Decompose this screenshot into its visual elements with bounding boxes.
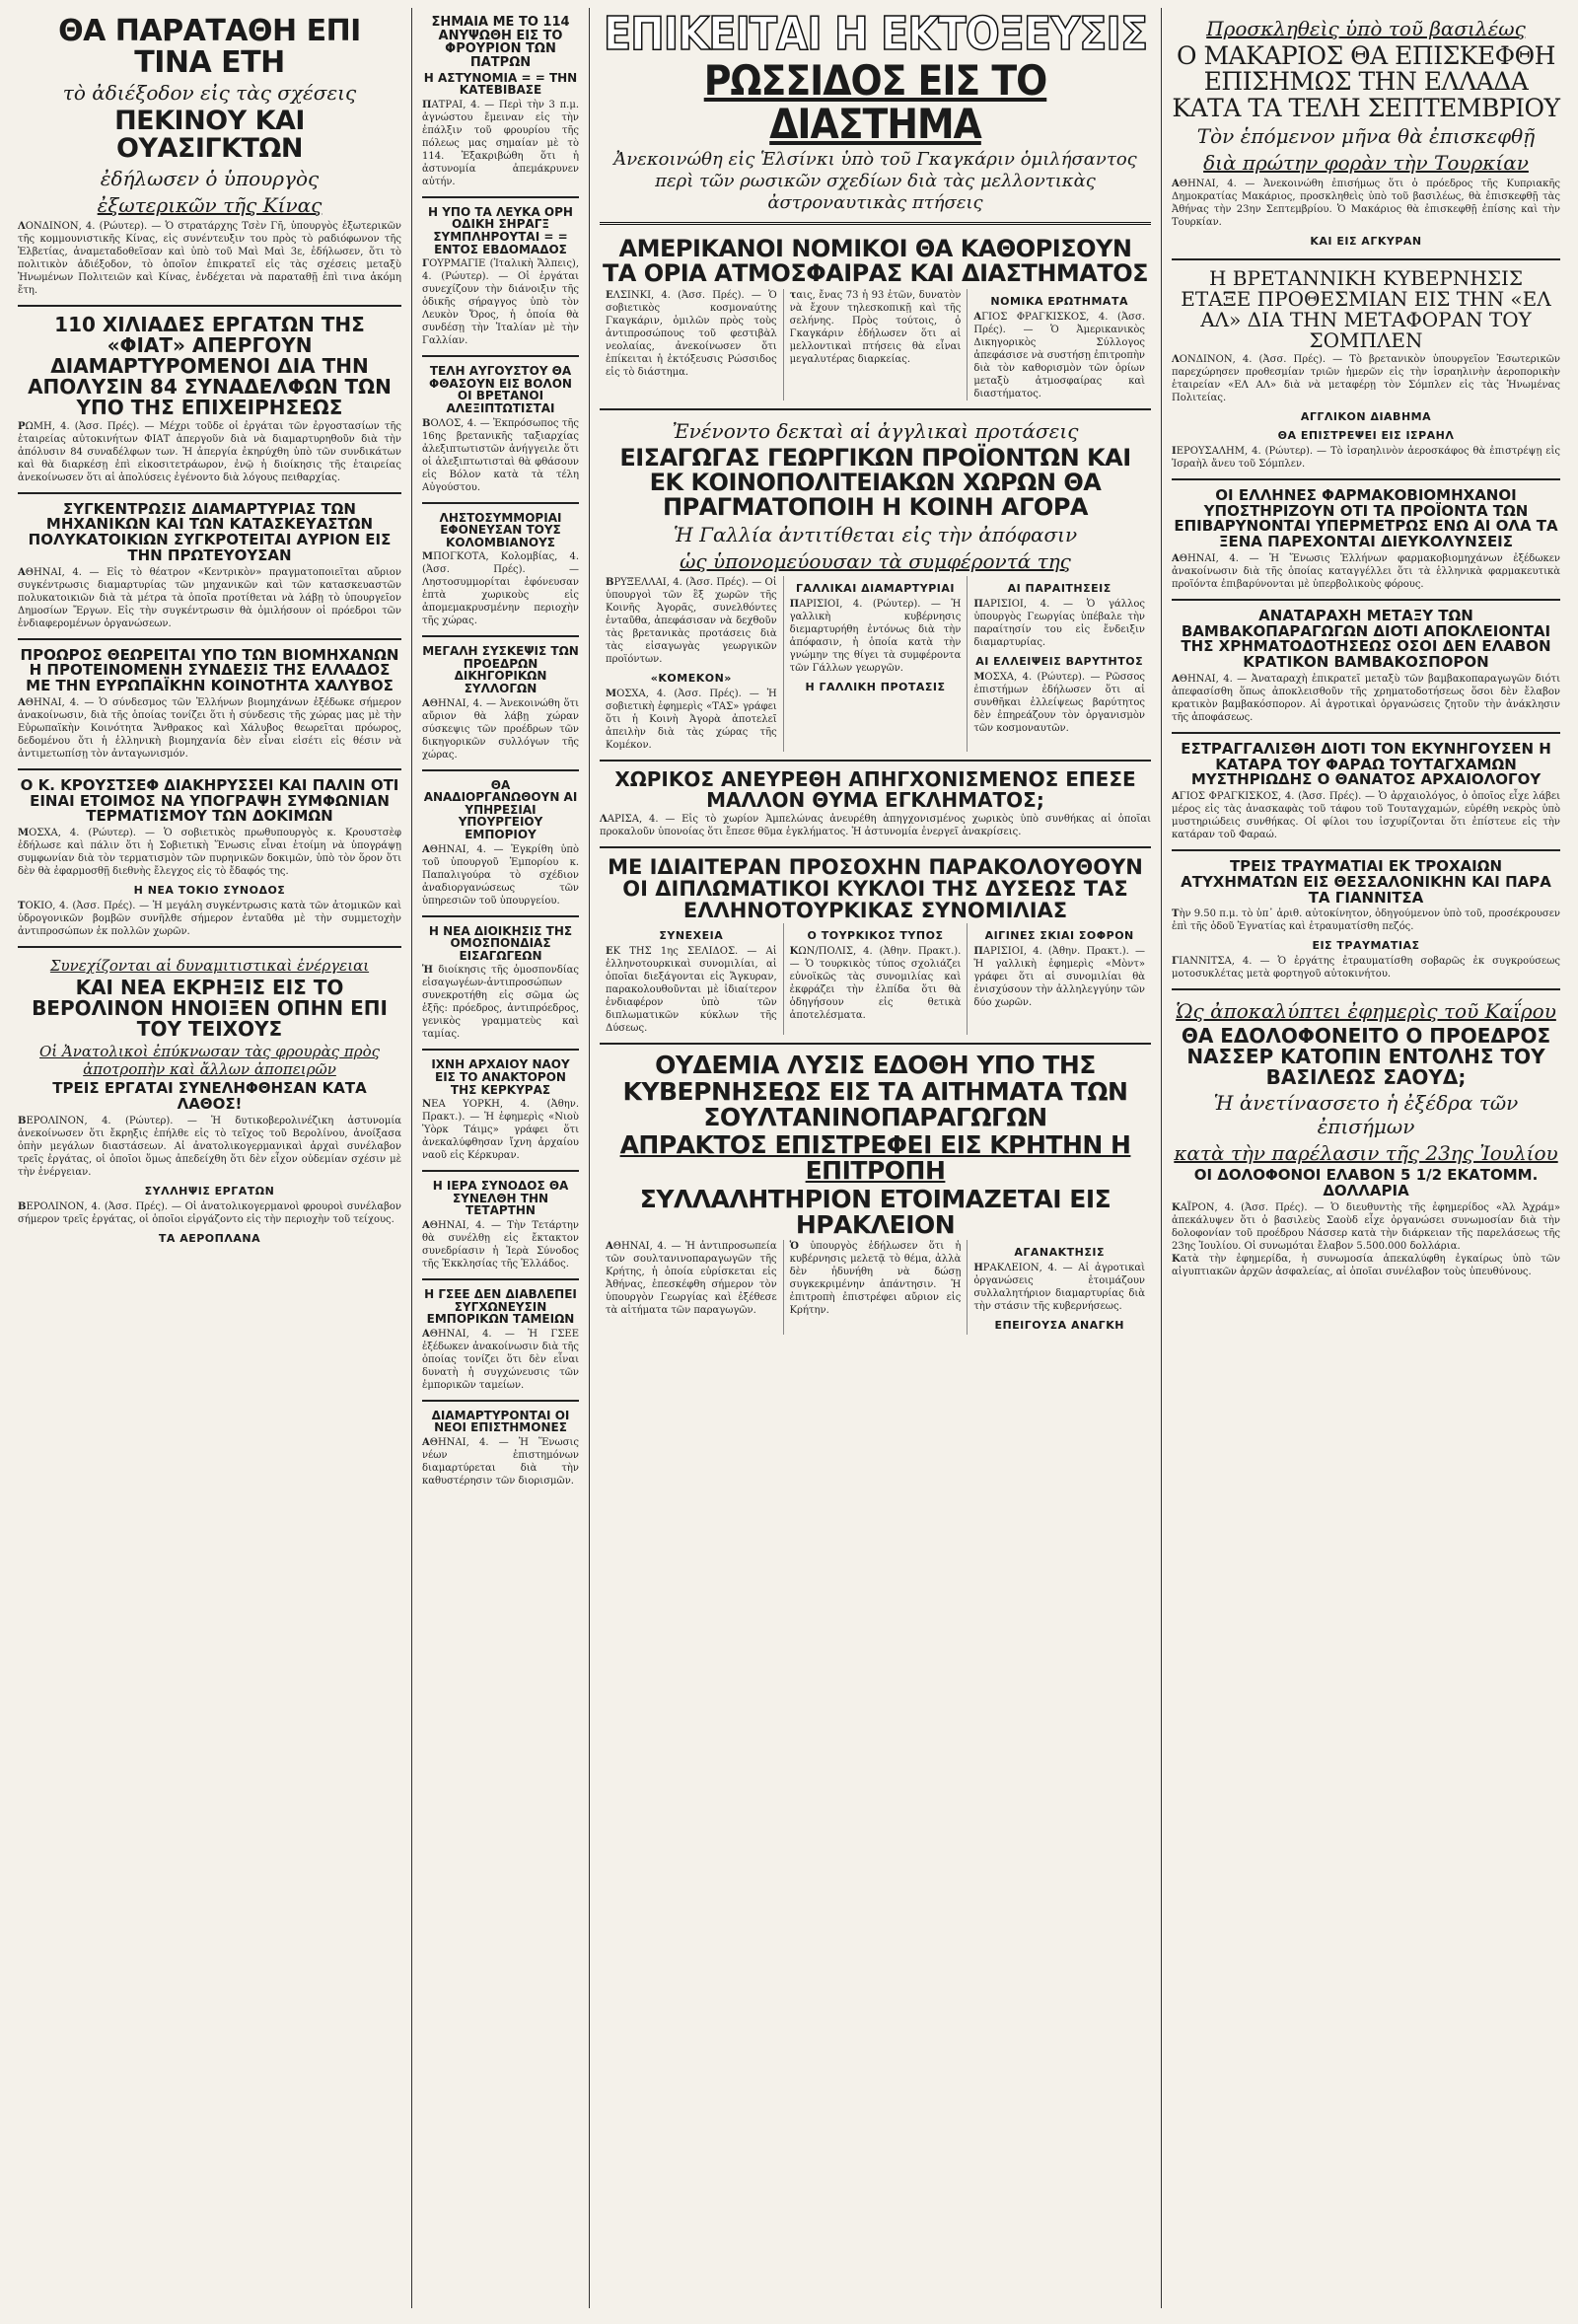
story-tunnel (422, 198, 579, 357)
article-text: ΜΟΣΧΑ, 4. (Ρώυτερ). — Ὁ σοβιετικὸς πρωθυπουργὸς κ. Κρουστσὲφ ἐδήλωσε καὶ πάλιν ὅτι ἡ Σοβιετικὴ Ἕνωσις εἶναι ἑτοίμη νὰ ὑπογράψῃ συμφωνίαν διὰ τὸν τερματισμὸν τῶν πυρηνικῶν δοκιμῶν, ὑπὸ τὸν ὅρον ὅτι δὲν θὰ ἐφαρμοσθῇ διεθνὴς ἔλεγχος εἰς τὸ ἔδαφός της. (18, 828, 401, 878)
continued-label: ΣΥΝΕΧΕΙΑ (659, 929, 724, 943)
headline: ΜΕΓΑΛΗ ΣΥΣΚΕΨΙΣ ΤΩΝ ΠΡΟΕΔΡΩΝ ΔΙΚΗΓΟΡΙΚΩΝ ΣΥΛΛΟΓΩΝ (422, 644, 579, 696)
article-text: ΝΕΑ ΥΟΡΚΗ, 4. (Ἀθην. Πρακτ.). — Ἡ ἐφημερὶς «Νιοὺ Ὑὸρκ Τάιμς» γράφει ὅτι ἀνεκαλύφθησαν ἴχνη ἀρχαίου ναοῦ εἰς Κέρκυραν. (422, 1099, 579, 1162)
kicker: Ἡ ἀνετίνασσετο ἡ ἐξέδρα τῶν ἐπισήμων (1213, 1091, 1519, 1139)
article-text: ΑΓΙΟΣ ΦΡΑΓΚΙΣΚΟΣ, 4. (Ἀσσ. Πρές). — Ὁ Ἀμερικανικὸς Δικηγορικὸς Σύλλογος ἀπεφάσισε νὰ συστήσῃ ἐπιτροπὴν διὰ τὸν καθορισμὸν τῶν ὁρίων μεταξὺ ἀτμοσφαίρας καὶ διαστήματος. (973, 311, 1146, 399)
article-text: ΑΘΗΝΑΙ, 4. — Ἀναταραχὴ ἐπικρατεῖ μεταξὺ τῶν βαμβακοπαραγωγῶν διότι ἀπεφασίσθη ὅπως ἀποκλεισθοῦν τῆς χρηματοδοτήσεως ὅσοι δὲν ἔλαβον κρατικὸν βαμβακόσπορον. Αἱ ἀγροτικαὶ ὀργανώσεις ζητοῦν τὴν ἀνάκλησιν τῆς ἀποφάσεως. (1172, 673, 1560, 723)
article-text: ΑΘΗΝΑΙ, 4. — Ἡ Ἕνωσις Ἑλλήνων φαρμακοβιομηχάνων ἐξέδωκεν ἀνακοίνωσιν διὰ τῆς ὁποίας καταγγέλλει ὅτι τὰ ἑλληνικὰ φαρμακευτικὰ προϊόντα ἐπιβαρύνονται μὲ ὑπερβολικοὺς φόρους. (1172, 552, 1560, 590)
story-flag (422, 8, 579, 198)
kicker: Ὡς ἀποκαλύπτει ἐφημερὶς τοῦ Καΐρου (1176, 999, 1556, 1024)
story-fiat (18, 307, 401, 494)
kicker: Προσκληθεὶς ὑπὸ τοῦ βασιλέως (1206, 17, 1526, 40)
article-text: ΛΑΡΙΣΑ, 4. — Εἰς τὸ χωρίον Ἀμπελώνας ἀνευρέθη ἀπηγχονισμένος χωρικὸς ὑπὸ συνθήκας αἱ ὁποῖαι προκαλοῦν ὑπονοίας ὅτι ἔπεσε θῦμα ἐγκλήματος. Ἡ ἀστυνομία ἐνεργεῖ ἀνακρίσεις. (600, 814, 1151, 838)
headline: Η ΓΣΕΕ ΔΕΝ ΔΙΑΒΛΕΠΕΙ ΣΥΓΧΩΝΕΥΣΙΝ ΕΜΠΟΡΙΚΩΝ ΤΑΜΕΙΩΝ (424, 1286, 577, 1327)
headline: ΟΙ ΔΟΛΟΦΟΝΟΙ ΕΛΑΒΟΝ 5 1/2 ΕΚΑΤΟΜΜ. ΔΟΛΛΑΡΙΑ (1193, 1166, 1539, 1199)
article-text: ΑΘΗΝΑΙ, 4. — Ἡ ΓΣΕΕ ἐξέδωκεν ἀνακοίνωσιν διὰ τῆς ὁποίας τονίζει ὅτι δὲν εἶναι δυνατὴ ἡ συγχώνευσις τῶν ἐμπορικῶν ταμείων. (422, 1328, 579, 1391)
article-text: ΑΘΗΝΑΙ, 4. — Ὁ σύνδεσμος τῶν Ἑλλήνων βιομηχάνων ἐξέδωκε σήμερον ἀνακοίνωσιν, διὰ τῆς ὁποίας τονίζει ὅτι ἡ σύνδεσις τῆς χώρας μας μὲ τὴν Εὐρωπαϊκὴν Κοινότητα Ἄνθρακος καὶ Χάλυβος θεωρεῖται πρόωρος, δεδομένου ὅτι ἡ ἑλληνικὴ βιομηχανία δὲν εἶναι εἰσέτι εἰς θέσιν νὰ ἀντιμετωπίσῃ τὸν ἀνταγωνισμόν. (18, 696, 401, 760)
article-text: ΑΘΗΝΑΙ, 4. — Ἀνεκοινώθη ὅτι αὔριον θὰ λάβῃ χώραν σύσκεψις τῶν προέδρων τῶν δικηγορικῶν συλλόγων τῆς χώρας. (422, 697, 579, 761)
story-berlin (18, 948, 401, 1256)
article-text: ΓΙΑΝΝΙΤΣΑ, 4. — Ὁ ἐργάτης ἐτραυματίσθη σοβαρῶς ἐκ συγκρούσεως μοτοσυκλέτας μετὰ φορτηγοῦ αὐτοκινήτου. (1172, 956, 1560, 980)
article-text: ΑΘΗΝΑΙ, 4. — Ἀνεκοινώθη ἐπισήμως ὅτι ὁ πρόεδρος τῆς Κυπριακῆς Δημοκρατίας Μακάριος, προσκληθεὶς ὑπὸ τοῦ βασιλέως, θὰ ἐπισκεφθῇ τὰς Ἀθήνας τὴν 23ην Σεπτεμβρίου. Ὁ Μακάριος θὰ ἐπισκεφθῇ ἐπίσης καὶ τὴν Τουρκίαν. (1172, 178, 1560, 228)
headline: ΙΧΝΗ ΑΡΧΑΙΟΥ ΝΑΟΥ ΕΙΣ ΤΟ ΑΝΑΚΤΟΡΟΝ ΤΗΣ ΚΕΡΚΥΡΑΣ (431, 1057, 570, 1097)
headline: ΣΥΛΛΑΛΗΤΗΡΙΟΝ ΕΤΟΙΜΑΖΕΤΑΙ ΕΙΣ ΗΡΑΚΛΕΙΟΝ (639, 1184, 1112, 1239)
headline: ΧΩΡΙΚΟΣ ΑΝΕΥΡΕΘΗ ΑΠΗΓΧΟΝΙΣΜΕΝΟΣ ΕΠΕΣΕ ΜΑΛΛΟΝ ΘΥΜΑ ΕΓΚΛΗΜΑΤΟΣ; (614, 767, 1136, 813)
article-text: Ὁ ὑπουργὸς ἐδήλωσεν ὅτι ἡ κυβέρνησις μελετᾷ τὸ θέμα, ἀλλὰ δὲν ἠδυνήθη νὰ δώσῃ συγκεκριμένην ἀπάντησιν. Ἡ ἐπιτροπὴ ἐπιστρέφει αὔριον εἰς Κρήτην. (789, 1241, 962, 1317)
lead-banner (600, 10, 1151, 225)
article-text: ΡΩΜΗ, 4. (Ἀσσ. Πρές). — Μέχρι τοῦδε οἱ ἐργάται τῶν ἐργοστασίων τῆς ἑταιρείας αὐτοκινήτων ΦΙΑΤ ἀπεργοῦν διὰ νὰ διαμαρτυρηθοῦν διὰ τὴν ἀπόλυσιν 84 συναδέλφων των. Ἡ ἀπεργία ἐκηρύχθη ὑπὸ τῶν συνδικάτων καὶ θὰ διαρκέσῃ ἐπὶ εἰκοσιτετράωρον, ἐνῷ ἡ διοίκησις τῆς ἑταιρείας ἀνεκοίνωσεν ὅτι αἱ ἀπολύσεις ἐγένοντο διὰ λόγους πειθαρχίας. (18, 420, 401, 483)
article-text: ΠΑΡΙΣΙΟΙ, 4. — Ὁ γάλλος ὑπουργὸς Γεωργίας ὑπέβαλε τὴν παραίτησίν του εἰς ἔνδειξιν διαμαρτυρίας. (973, 599, 1146, 649)
article-text: ΤΟΚΙΟ, 4. (Ἀσσ. Πρές). — Ἡ μεγάλη συγκέντρωσις κατὰ τῶν ἀτομικῶν καὶ ὑδρογονικῶν βομβῶν συνῆλθε σήμερον ἐνταῦθα μὲ τὴν συμμετοχὴν ἀντιπροσώπων ἐκ πολλῶν χωρῶν. (18, 901, 401, 938)
headline: ΛΗΣΤΟΣΥΜΜΟΡΙΑΙ ΕΦΟΝΕΥΣΑΝ ΤΟΥΣ ΚΟΛΟΜΒΙΑΝΟΥΣ (439, 510, 562, 549)
article-text: ταις, ἔνας 73 ἡ 93 ἐτῶν, δυνατὸν νὰ ἔχουν τηλεσκοπικῇ καὶ τῆς σελήνης. Πρὸς τούτοις, ὁ Γκαγκάριν ἐδήλωσεν ὅτι αἱ μελλοντικαὶ πτήσεις θὰ εἶναι μεγαλυτέρας διαρκείας. (789, 289, 962, 365)
story-sultanina (600, 1045, 1151, 1343)
headline: ΔΙΑΜΑΡΤΥΡΟΝΤΑΙ ΟΙ ΝΕΟΙ ΕΠΙΣΤΗΜΟΝΕΣ (431, 1408, 570, 1435)
headline: ΣΗΜΑΙΑ ΜΕ ΤΟ 114 ΑΝΥΨΩΘΗ ΕΙΣ ΤΟ ΦΡΟΥΡΙΟΝ ΤΩΝ ΠΑΤΡΩΝ (431, 15, 570, 70)
story-common-market (600, 410, 1151, 763)
subhead: ΕΙΣ ΤΡΑΥΜΑΤΙΑΣ (1312, 939, 1420, 953)
article-text: ΑΘΗΝΑΙ, 4. — Τὴν Τετάρτην θὰ συνέλθῃ εἰς ἔκτακτον συνεδρίασιν ἡ Ἱερὰ Σύνοδος τῆς Ἐκκλησίας τῆς Ἑλλάδος. (422, 1219, 579, 1270)
headline: ΘΑ ΕΔΟΛΟΦΟΝΕΙΤΟ Ο ΠΡΟΕΔΡΟΣ ΝΑΣΣΕΡ ΚΑΤΟΠΙΝ ΕΝΤΟΛΗΣ ΤΟΥ ΒΑΣΙΛΕΩΣ ΣΑΟΥΔ; (1181, 1024, 1551, 1090)
story-paratroopers (422, 357, 579, 503)
article-text: ΒΕΡΟΛΙΝΟΝ, 4. (Ρώυτερ). — Ἡ δυτικοβερολινέζικη ἀστυνομία ἀνεκοίνωσεν ὅτι ἔκρηξις ἐπήλθε εἰς τὸ τεῖχος τοῦ Βερολίνου, ἀνοίξασα ὀπὴν μεγάλων διαστάσεων. Αἱ ἀνατολικογερμανικαὶ ἀρχαὶ συνέλαβον τρεῖς ἐργάτας, οἱ ὁποῖοι ὅμως ἀπεδείχθη ὅτι δὲν εἶχον οὐδεμίαν σχέσιν μὲ τὴν ἐνέργειαν. (18, 1115, 401, 1178)
article-text: ΑΘΗΝΑΙ, 4. — Ἡ Ἕνωσις νέων ἐπιστημόνων διαμαρτύρεται διὰ τὴν καθυστέρησιν τῶν διορισμῶν. (422, 1436, 579, 1487)
headline: ΚΑΙ ΝΕΑ ΕΚΡΗΞΙΣ ΕΙΣ ΤΟ ΒΕΡΟΛΙΝΟΝ ΗΝΟΙΞΕΝ ΟΠΗΝ ΕΠΙ ΤΟΥ ΤΕΙΧΟΥΣ (32, 976, 388, 1042)
kicker: τὸ ἀδιέξοδον εἰς τὰς σχέσεις (62, 81, 357, 105)
story-colombia (422, 504, 579, 638)
headline: ΜΕ ΙΔΙΑΙΤΕΡΑΝ ΠΡΟΣΟΧΗΝ ΠΑΡΑΚΟΛΟΥΘΟΥΝ ΟΙ ΔΙΠΛΩΜΑΤΙΚΟΙ ΚΥΚΛΟΙ ΤΗΣ ΔΥΣΕΩΣ ΤΑΣ ΕΛΛΗΝΟΤΟΥΡΚΙΚΑΣ ΣΥΝΟΜΙΛΙΑΣ (608, 855, 1143, 923)
story-khrushchev (18, 770, 401, 948)
article-text: ΚΑΪΡΟΝ, 4. (Ἀσσ. Πρές). — Ὁ διευθυντὴς τῆς ἐφημερίδος «Ἀλ Ἀχράμ» ἀπεκάλυψεν ὅτι ὁ βασιλεὺς Σαοὺδ εἶχε ὀργανώσει συνωμοσίαν διὰ τὴν δολοφονίαν τοῦ προέδρου Νάσσερ κατὰ τὴν διάρκειαν τῆς παρελάσεως τῆς 23ης Ἰουλίου. Οἱ συνωμόται ἔλαβον 5.500.000 δολλάρια. (1172, 1201, 1560, 1252)
story-makarios (1172, 8, 1560, 260)
headline: ΘΑ ΑΝΑΔΙΟΡΓΑΝΩΘΟΥΝ ΑΙ ΥΠΗΡΕΣΙΑΙ ΥΠΟΥΡΓΕΙΟΥ ΕΜΠΟΡΙΟΥ (423, 777, 578, 842)
lead-headline: ΕΠΙΚΕΙΤΑΙ Η ΕΚΤΟΞΕΥΣΙΣ (603, 8, 1148, 60)
column-3 (590, 8, 1162, 2308)
article-text: ΗΡΑΚΛΕΙΟΝ, 4. — Αἱ ἀγροτικαὶ ὀργανώσεις ἑτοιμάζουν συλλαλητήριον διαμαρτυρίας διὰ τὴν στάσιν τῆς κυβερνήσεως. (973, 1263, 1146, 1313)
kicker: Οἱ Ἀνατολικοὶ ἐπύκνωσαν τὰς φρουρὰς πρὸς ἀποτροπὴν καὶ ἄλλων ἀποπειρῶν (38, 1043, 381, 1079)
subhead: ΣΥΛΛΗΨΙΣ ΕΡΓΑΤΩΝ (144, 1184, 275, 1198)
kicker: Ἡ Γαλλία ἀντιτίθεται εἰς τὴν ἀπόφασιν (673, 523, 1078, 547)
headline: 110 ΧΙΛΙΑΔΕΣ ΕΡΓΑΤΩΝ ΤΗΣ «ΦΙΑΤ» ΑΠΕΡΓΟΥΝ ΔΙΑΜΑΡΤΥΡΟΜΕΝΟΙ ΔΙΑ ΤΗΝ ΑΠΟΛΥΣΙΝ 84 ΣΥΝΑΔΕΛΦΩΝ ΤΩΝ ΥΠΟ ΤΗΣ ΕΠΙΧΕΙΡΗΣΕΩΣ (28, 312, 392, 419)
headline: ΟΥΔΕΜΙΑ ΛΥΣΙΣ ΕΔΟΘΗ ΥΠΟ ΤΗΣ ΚΥΒΕΡΝΗΣΕΩΣ ΕΙΣ ΤΑ ΑΙΤΗΜΑΤΑ ΤΩΝ ΣΟΥΛΤΑΝΙΝΟΠΑΡΑΓΩΓΩΝ (622, 1051, 1128, 1131)
subhead: ΑΙ ΕΛΛΕΙΨΕΙΣ ΒΑΡΥΤΗΤΟΣ (975, 655, 1144, 669)
headline: ΤΕΛΗ ΑΥΓΟΥΣΤΟΥ ΘΑ ΦΘΑΣΟΥΝ ΕΙΣ ΒΟΛΟΝ ΟΙ ΒΡΕΤΑΝΟΙ ΑΛΕΞΙΠΤΩΤΙΣΤΑΙ (429, 364, 572, 415)
story-villager (600, 762, 1151, 848)
story-commerce (422, 771, 579, 917)
story-lawyers (422, 637, 579, 770)
headline: ΑΠΡΑΚΤΟΣ ΕΠΙΣΤΡΕΦΕΙ ΕΙΣ ΚΡΗΤΗΝ Η ΕΠΙΤΡΟΠΗ (619, 1130, 1131, 1186)
story-cotton (1172, 601, 1560, 734)
headline: ΣΥΓΚΕΝΤΡΩΣΙΣ ΔΙΑΜΑΡΤΥΡΙΑΣ ΤΩΝ ΜΗΧΑΝΙΚΩΝ ΚΑΙ ΤΩΝ ΚΑΤΑΣΚΕΥΑΣΤΩΝ ΠΟΛΥΚΑΤΟΙΚΙΩΝ ΣΥΓΚΡΟΤΕΙΤΑΙ ΑΥΡΙΟΝ ΕΙΣ ΤΗΝ ΠΡΩΤΕΥΟΥΣΑΝ (28, 499, 392, 564)
headline: ΠΕΚΙΝΟΥ ΚΑΙ ΟΥΑΣΙΓΚΤΩΝ (114, 106, 305, 165)
headline: ΟΙ ΕΛΛΗΝΕΣ ΦΑΡΜΑΚΟΒΙΟΜΗΧΑΝΟΙ ΥΠΟΣΤΗΡΙΖΟΥΝ ΟΤΙ ΤΑ ΠΡΟΪΟΝΤΑ ΤΩΝ ΕΠΙΒΑΡΥΝΟΝΤΑΙ ΥΠΕΡΜΕΤΡΩΣ ΕΝΩ ΑΙ ΟΛΑ ΤΑ ΞΕΝΑ ΠΑΡΕΧΟΝΤΑΙ ΔΙΕΥΚΟΛΥΝΣΕΙΣ (1174, 485, 1558, 550)
article-text: ΜΠΟΓΚΟΤΑ, Κολομβίας, 4. (Ἀσσ. Πρές). — Ληστοσυμμορίται ἐφόνευσαν ἑπτὰ χωρικοὺς εἰς ἀπομεμακρυσμένην περιοχὴν τῆς χώρας. (422, 551, 579, 627)
article-text: ΠΑΡΙΣΙΟΙ, 4. (Ἀθην. Πρακτ.). — Ἡ γαλλικὴ ἐφημερὶς «Μὸντ» γράφει ὅτι αἱ συνομιλίαι θὰ ἐνισχύσουν τὴν ἀλληλεγγύην τῶν δύο χωρῶν. (973, 946, 1146, 1009)
headline: Ο Κ. ΚΡΟΥΣΤΣΕΦ ΔΙΑΚΗΡΥΣΣΕΙ ΚΑΙ ΠΑΛΙΝ ΟΤΙ ΕΙΝΑΙ ΕΤΟΙΜΟΣ ΝΑ ΥΠΟΓΡΑΨΗ ΣΥΜΦΩΝΙΑΝ ΤΕΡΜΑΤΙΣΜΟΥ ΤΩΝ ΔΟΚΙΜΩΝ (20, 775, 399, 826)
article-text: Τὴν 9.50 π.μ. τὸ ὑπ᾽ ἀριθ. αὐτοκίνητον, ὁδηγούμενον ὑπὸ τοῦ, προσέκρουσεν ἐπὶ τῆς ὁδοῦ Ἐγνατίας καὶ ἐτραυματίσθη πεζός. (1172, 908, 1560, 933)
kicker: ὡς ὑπονομεύουσαν τὰ συμφέροντά της (680, 549, 1071, 574)
headline: ΠΡΟΩΡΟΣ ΘΕΩΡΕΙΤΑΙ ΥΠΟ ΤΩΝ ΒΙΟΜΗΧΑΝΩΝ Η ΠΡΟΤΕΙΝΟΜΕΝΗ ΣΥΝΔΕΣΙΣ ΤΗΣ ΕΛΛΑΔΟΣ ΜΕ ΤΗΝ ΕΥΡΩΠΑΪΚΗΝ ΚΟΙΝΟΤΗΤΑ ΧΑΛΥΒΟΣ (20, 645, 399, 695)
subhead: ΑΙ ΠΑΡΑΙΤΗΣΕΙΣ (1007, 582, 1112, 596)
article-text: ΜΟΣΧΑ, 4. (Ἀσσ. Πρές). — Ἡ σοβιετικὴ ἐφημερὶς «ΤΑΣ» γράφει ὅτι ἡ Κοινὴ Ἀγορὰ ἀποτελεῖ ἀπειλὴν διὰ τὰς χώρας τῆς Κομέκον. (606, 689, 777, 752)
subhead: ΕΠΕΙΓΟΥΣΑ ΑΝΑΓΚΗ (994, 1319, 1124, 1333)
headline: ΕΣΤΡΑΓΓΑΛΙΣΘΗ ΔΙΟΤΙ ΤΟΝ ΕΚΥΝΗΓΟΥΣΕΝ Η ΚΑΤΑΡΑ ΤΟΥ ΦΑΡΑΩ ΤΟΥΤΑΓΧΑΜΩΝ ΜΥΣΤΗΡΙΩΔΗΣ Ο ΘΑΝΑΤΟΣ ΑΡΧΑΙΟΛΟΓΟΥ (1181, 739, 1551, 789)
kicker: ἐδήλωσεν ὁ ὑπουργὸς (100, 166, 320, 190)
kicker: διὰ πρώτην φορὰν τὴν Τουρκίαν (1203, 150, 1529, 175)
subhead: ΝΟΜΙΚΑ ΕΡΩΤΗΜΑΤΑ (990, 294, 1128, 308)
story-greek-turkish (600, 848, 1151, 1045)
headline: ΤΡΕΙΣ ΤΡΑΥΜΑΤΙΑΙ ΕΚ ΤΡΟΧΑΙΩΝ ΑΤΥΧΗΜΑΤΩΝ ΕΙΣ ΘΕΣΣΑΛΟΝΙΚΗΝ ΚΑΙ ΠΑΡΑ ΤΑ ΓΙΑΝΝΙΤΣΑ (1181, 857, 1551, 907)
article-text: ΚΩΝ/ΠΟΛΙΣ, 4. (Ἀθην. Πρακτ.). — Ὁ τουρκικὸς τύπος σχολιάζει εὐνοϊκῶς τὰς συνομιλίας καὶ ἐκφράζει τὴν ἐλπίδα ὅτι θὰ ὁδηγήσουν εἰς θετικὰ ἀποτελέσματα. (789, 946, 962, 1022)
article-text: ΑΓΙΟΣ ΦΡΑΓΚΙΣΚΟΣ, 4. (Ἀσσ. Πρές). — Ὁ ἀρχαιολόγος, ὁ ὁποῖος εἶχε λάβει μέρος εἰς τὰς ἀνασκαφὰς τοῦ τάφου τοῦ Τουταγχαμών, εὑρέθη νεκρὸς ὑπὸ μυστηριώδεις συνθήκας. Οἱ φίλοι του ἰσχυρίζονται ὅτι ἐπίστευε εἰς τὴν κατάραν τοῦ Φαραώ. (1172, 791, 1560, 840)
headline: ΘΑ ΠΑΡΑΤΑΘΗ ΕΠΙ ΤΙΝΑ ΕΤΗ (58, 14, 361, 80)
article-text: ΒΕΡΟΛΙΝΟΝ, 4. (Ἀσσ. Πρές). — Οἱ ἀνατολικογερμανοὶ φρουροὶ συνέλαβον σήμερον τρεῖς ἐργάτας, οἱ ὁποῖοι εἰργάζοντο εἰς τὴν περιοχὴν τοῦ τείχους. (18, 1200, 401, 1225)
story-china-us (18, 8, 401, 307)
article-text: ΒΡΥΞΕΛΛΑΙ, 4. (Ἀσσ. Πρές). — Οἱ ὑπουργοὶ τῶν ἓξ χωρῶν τῆς Κοινῆς Ἀγορᾶς, συνελθόντες ἐνταῦθα, ἀπεφάσισαν νὰ δεχθοῦν τὰς βρετανικὰς προτάσεις διὰ τὰς εἰσαγωγὰς γεωργικῶν προϊόντων. (606, 577, 777, 666)
article-text: ΛΟΝΔΙΝΟΝ, 4. (Ἀσσ. Πρές). — Τὸ βρετανικὸν ὑπουργεῖον Ἐσωτερικῶν παρεχώρησεν προθεσμίαν τριῶν ἡμερῶν εἰς τὴν ἰσραηλινὴν ἀεροπορικὴν ἑταιρείαν «ΕΛ ΑΛ» διὰ νὰ μεταφέρῃ τὸν Σόμπλεν εἰς τὰς Ἡνωμένας Πολιτείας. (1172, 353, 1560, 403)
article-text: ΓΟΥΡΜΑΓΙΕ (Ἰταλικὴ Ἄλπεις), 4. (Ρώυτερ). — Οἱ ἐργάται συνεχίζουν τὴν διάνοιξιν τῆς ὁδικῆς σήραγγος ὑπὸ τὸν Λευκὸν Ὄρος, ἡ ὁποία θὰ συνδέσῃ τὴν Ἰταλίαν μὲ τὴν Γαλλίαν. (422, 258, 579, 347)
headline: ΑΝΑΤΑΡΑΧΗ ΜΕΤΑΞΥ ΤΩΝ ΒΑΜΒΑΚΟΠΑΡΑΓΩΓΩΝ ΔΙΟΤΙ ΑΠΟΚΛΕΙΟΝΤΑΙ ΤΗΣ ΧΡΗΜΑΤΟΔΟΤΗΣΕΩΣ ΟΣΟΙ ΔΕΝ ΕΛΑΒΟΝ ΚΡΑΤΙΚΟΝ ΒΑΜΒΑΚΟΣΠΟΡΟΝ (1181, 606, 1551, 671)
article-text: ΑΘΗΝΑΙ, 4. — Εἰς τὸ θέατρον «Κεντρικὸν» πραγματοποιεῖται αὔριον συγκέντρωσις διαμαρτυρίας τῶν μηχανικῶν καὶ τῶν κατασκευαστῶν πολυκατοικιῶν διὰ τὰ μέτρα τὰ ὁποῖα προτίθεται νὰ λάβῃ τὸ ὑπουργεῖον Δημοσίων Ἔργων. Εἰς τὴν συγκέντρωσιν θὰ ὁμιλήσουν οἱ πρόεδροι τῶν ἐνδιαφερομένων ὀργανώσεων. (18, 566, 401, 629)
story-gsee (422, 1280, 579, 1402)
kicker: Τὸν ἑπόμενον μῆνα θὰ ἐπισκεφθῇ (1196, 123, 1536, 148)
kicker: Συνεχίζονται αἱ δυναμιτιστικαὶ ἐνέργειαι (49, 957, 370, 976)
article-text: ΜΟΣΧΑ, 4. (Ρώυτερ). — Ρῶσσος ἐπιστήμων ἐδήλωσεν ὅτι αἱ συνθῆκαι ἐλλείψεως βαρύτητος δὲν ἐπηρεάζουν τὸν ὀργανισμὸν τῶν κοσμοναυτῶν. (973, 672, 1146, 735)
article-text: ΠΑΤΡΑΙ, 4. — Περὶ τὴν 3 π.μ. ἀγνώστου ἔμειναν εἰς τὴν ἐπάλξιν τοῦ φρουρίου τῆς πόλεως μας σημαίαν μὲ τὸ 114. Ἐξακριβώθη ὅτι ἡ ἀστυνομία ἀπεμάκρυνεν αὐτήν. (422, 99, 579, 187)
kicker: Ἀνεκοινώθη εἰς Ἑλσίνκι ὑπὸ τοῦ Γκαγκάριν ὁμιλήσαντος περὶ τῶν ρωσικῶν σχεδίων διὰ τὰς μελλοντικὰς ἀστροναυτικὰς πτήσεις (613, 149, 1137, 213)
story-pharma (1172, 480, 1560, 601)
subhead: ΘΑ ΕΠΙΣΤΡΕΨΕΙ ΕΙΣ ΙΣΡΑΗΛ (1277, 428, 1455, 442)
kicker: ἐξωτερικῶν τῆς Κίνας (97, 192, 323, 217)
kicker: κατὰ τὴν παρέλασιν τῆς 23ης Ἰουλίου (1174, 1141, 1558, 1166)
article-text: ΒΟΛΟΣ, 4. — Ἐκπρόσωπος τῆς 16ης βρετανικῆς ταξιαρχίας ἀλεξιπτωτιστῶν ἀνήγγειλε ὅτι οἱ ἀλεξιπτωτισταὶ θὰ φθάσουν εἰς Βόλον κατὰ τὰ τέλη Αὐγούστου. (422, 417, 579, 493)
subhead: Ο ΤΟΥΡΚΙΚΟΣ ΤΥΠΟΣ (807, 929, 944, 943)
article-text: ΕΛΣΙΝΚΙ, 4. (Ἀσσ. Πρές). — Ὁ σοβιετικὸς κοσμοναύτης Γκαγκάριν, ὁμιλῶν πρὸς τοὺς ἀντιπροσώπους τοῦ φεστιβὰλ νεολαίας, ἀνεκοίνωσεν ὅτι ἐπίκειται ἡ ἐκτόξευσις Ρώσσιδος εἰς τὸ διάστημα. (606, 289, 777, 378)
story-synod (422, 1172, 579, 1280)
story-engineers (18, 494, 401, 640)
story-corfu (422, 1051, 579, 1172)
headline: ΑΜΕΡΙΚΑΝΟΙ ΝΟΜΙΚΟΙ ΘΑ ΚΑΘΟΡΙΣΟΥΝ ΤΑ ΟΡΙΑ ΑΤΜΟΣΦΑΙΡΑΣ ΚΑΙ ΔΙΑΣΤΗΜΑΤΟΣ (602, 235, 1149, 288)
subhead: Η ΑΣΤΥΝΟΜΙΑ = = ΤΗΝ ΚΑΤΕΒΙΒΑΣΕ (423, 70, 578, 98)
headline: Η ΥΠΟ ΤΑ ΛΕΥΚΑ ΟΡΗ ΟΔΙΚΗ ΣΗΡΑΓΞ ΣΥΜΠΛΗΡΟΥΤΑΙ = = ΕΝΤΟΣ ΕΒΔΟΜΑΔΟΣ (428, 204, 573, 256)
story-soblen (1172, 260, 1560, 480)
story-steel (18, 640, 401, 770)
story-scientists (422, 1402, 579, 1495)
article-text: Κατὰ τὴν ἐφημερίδα, ἡ συνωμοσία ἀπεκαλύφθη ἐγκαίρως ὑπὸ τῶν αἰγυπτιακῶν ἀρχῶν ἀσφαλείας, αἱ ὁποῖαι συνέλαβον τοὺς ὑπευθύνους. (1172, 1253, 1560, 1277)
story-accidents (1172, 851, 1560, 990)
headline: ΤΡΕΙΣ ΕΡΓΑΤΑΙ ΣΥΝΕΛΗΦΘΗΣΑΝ ΚΑΤΑ ΛΑΘΟΣ! (52, 1079, 367, 1113)
column-2 (412, 8, 590, 2308)
subhead: ΑΙΓΙΝΕΣ ΣΚΙΑΙ ΣΟΦΡΟΝ (984, 929, 1134, 943)
article-text: ΑΘΗΝΑΙ, 4. — Ἐγκρίθη ὑπὸ τοῦ ὑπουργοῦ Ἐμπορίου κ. Παπαλιγούρα τὸ σχέδιον ἀναδιοργανώσεως τῶν ὑπηρεσιῶν τοῦ ὑπουργείου. (422, 843, 579, 907)
headline: Ο ΜΑΚΑΡΙΟΣ ΘΑ ΕΠΙΣΚΕΦΘΗ ΕΠΙΣΗΜΩΣ ΤΗΝ ΕΛΛΑΔΑ ΚΑΤΑ ΤΑ ΤΕΛΗ ΣΕΠΤΕΜΒΡΙΟΥ (1172, 41, 1560, 122)
story-importers (422, 917, 579, 1052)
headline: ΕΙΣΑΓΩΓΑΣ ΓΕΩΡΓΙΚΩΝ ΠΡΟΪΟΝΤΩΝ ΚΑΙ ΕΚ ΚΟΙΝΟΠΟΛΙΤΕΙΑΚΩΝ ΧΩΡΩΝ ΘΑ ΠΡΑΓΜΑΤΟΠΟΙΗ Η ΚΟΙΝΗ ΑΓΟΡΑ (619, 443, 1131, 522)
article-text: ΑΘΗΝΑΙ, 4. — Ἡ ἀντιπροσωπεία τῶν σουλτανινοπαραγωγῶν τῆς Κρήτης, ἡ ὁποία εὑρίσκεται εἰς Ἀθήνας, ἐπεσκέφθη σήμερον τὸν ὑπουργὸν Γεωργίας καὶ ἐξέθεσε τὰ αἰτήματα τῶν παραγωγῶν. (606, 1241, 777, 1317)
story-nasser (1172, 990, 1560, 1286)
subhead: Η ΝΕΑ ΤΟΚΙΟ ΣΥΝΟΔΟΣ (133, 884, 286, 898)
subhead: ΤΑ ΑΕΡΟΠΛΑΝΑ (158, 1231, 261, 1245)
column-4 (1162, 8, 1570, 2308)
subhead: ΓΑΛΛΙΚΑΙ ΔΙΑΜΑΡΤΥΡΙΑΙ (796, 582, 955, 596)
column-1 (8, 8, 412, 2308)
subhead: ΑΓΑΝΑΚΤΗΣΙΣ (1014, 1246, 1105, 1260)
story-space-law (600, 229, 1151, 409)
article-text: ΙΕΡΟΥΣΑΛΗΜ, 4. (Ρώυτερ). — Τὸ ἰσραηλινὸν ἀεροσκάφος θὰ ἐπιστρέψῃ εἰς Ἰσραὴλ ἄνευ τοῦ Σόμπλεν. (1172, 445, 1560, 470)
article-text: ΕΚ ΤΗΣ 1ης ΣΕΛΙΔΟΣ. — Αἱ ἑλληνοτουρκικαὶ συνομιλίαι, αἱ ὁποῖαι διεξάγονται εἰς Ἄγκυραν, παρακολουθοῦνται μὲ ἰδιαίτερον ἐνδιαφέρον ὑπὸ τῶν διπλωματικῶν κύκλων τῆς Δύσεως. (606, 946, 777, 1035)
story-pharaoh (1172, 734, 1560, 851)
headline: Η ΙΕΡΑ ΣΥΝΟΔΟΣ ΘΑ ΣΥΝΕΛΘΗ ΤΗΝ ΤΕΤΑΡΤΗΝ (432, 1179, 569, 1218)
subhead: Η ΓΑΛΛΙΚΗ ΠΡΟΤΑΣΙΣ (805, 681, 946, 694)
kicker: Ἐνένοντο δεκταὶ αἱ ἀγγλικαὶ προτάσεις (672, 418, 1079, 443)
subhead: ΚΑΙ ΕΙΣ ΑΓΚΥΡΑΝ (1310, 234, 1422, 248)
lead-headline: ΡΩΣΣΙΔΟΣ ΕΙΣ ΤΟ ΔΙΑΣΤΗΜΑ (703, 56, 1047, 149)
subhead: ΑΓΓΛΙΚΟΝ ΔΙΑΒΗΜΑ (1300, 409, 1432, 423)
article-text: ΠΑΡΙΣΙΟΙ, 4. (Ρώυτερ). — Ἡ γαλλικὴ κυβέρνησις διεμαρτυρήθη ἐντόνως διὰ τὴν ἀπόφασιν, ἡ ὁποία κατὰ τὴν γνώμην της θίγει τὰ συμφέροντα τῶν Γάλλων γεωργῶν. (789, 599, 962, 675)
article-text: Ἡ διοίκησις τῆς ὁμοσπονδίας εἰσαγωγέων-ἀντιπροσώπων συνεκροτήθη εἰς σῶμα ὡς ἑξῆς: πρόεδρος, ἀντιπρόεδρος, γενικὸς γραμματεὺς καὶ ταμίας. (422, 965, 579, 1041)
headline: Η ΝΕΑ ΔΙΟΙΚΗΣΙΣ ΤΗΣ ΟΜΟΣΠΟΝΔΙΑΣ ΕΙΣΑΓΩΓΕΩΝ (428, 923, 573, 963)
headline: Η ΒΡΕΤΑΝΝΙΚΗ ΚΥΒΕΡΝΗΣΙΣ ΕΤΑΞΕ ΠΡΟΘΕΣΜΙΑΝ ΕΙΣ ΤΗΝ «ΕΛ ΑΛ» ΔΙΑ ΤΗΝ ΜΕΤΑΦΟΡΑΝ ΤΟΥ ΣΟΜΠΛΕΝ (1181, 265, 1551, 352)
article-text: ΛΟΝΔΙΝΟΝ, 4. (Ρώυτερ). — Ὁ στρατάρχης Τσὲν Γῆ, ὑπουργὸς ἐξωτερικῶν τῆς κομμουνιστικῆς Κίνας, εἰς συνέντευξιν του πρὸς τὸ ραδιόφωνον τῆς Ἑλβετίας, ἀναμεταδοθεῖσαν καὶ ὑπὸ τοῦ Μαὶ Μαὶ 3ε, ἐδήλωσεν, ὅτι τὸ πολιτικὸν ἀδιέξοδον, τὸ ὁποῖον ἐπικρατεῖ εἰς τὰς σχέσεις μεταξὺ Ἡνωμένων Πολιτειῶν καὶ Κίνας, ἐνδέχεται νὰ παραταθῇ ἐπὶ τινα ἀκόμη ἔτη. (18, 220, 401, 296)
subhead: «ΚΟΜΕΚΟΝ» (650, 672, 732, 686)
